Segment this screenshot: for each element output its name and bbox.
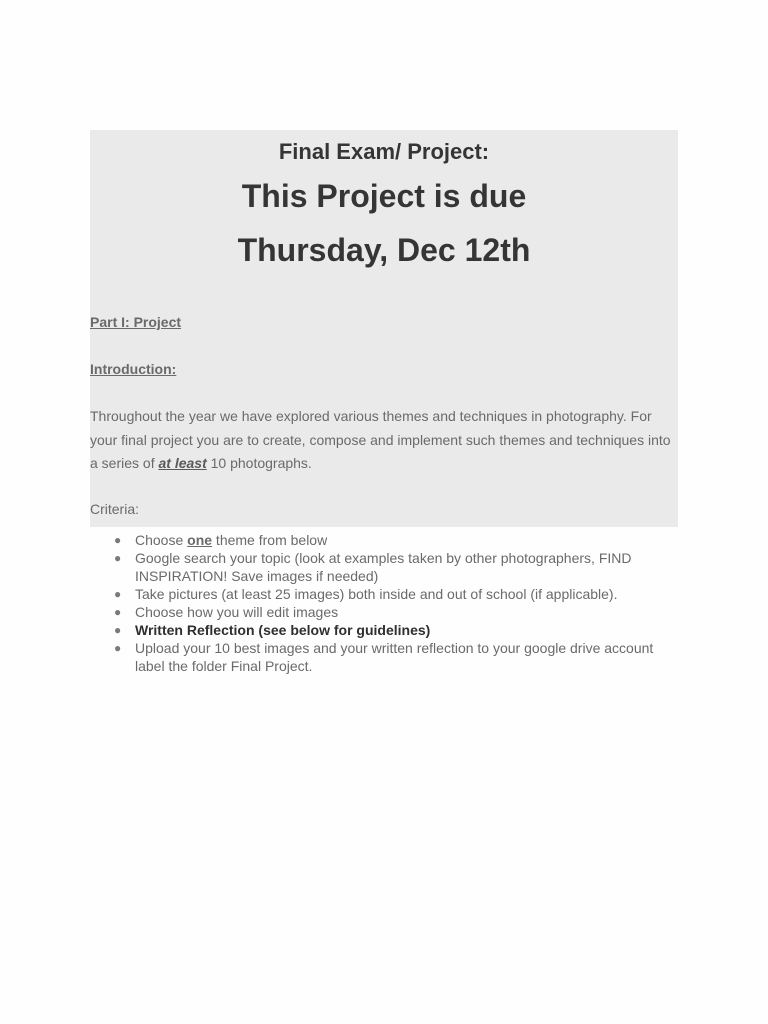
item-text-before: Choose	[135, 532, 188, 548]
item-emphasis: one	[187, 532, 213, 548]
list-item	[114, 639, 680, 675]
bullet-icon: ●	[114, 641, 122, 655]
intro-emphasis: at least	[158, 455, 207, 471]
item-text: Choose how you will edit images	[135, 604, 339, 620]
list-item	[114, 621, 680, 639]
item-text: Upload your 10 best images and your written reflection to your google drive account label the folder Final Project.	[135, 640, 654, 674]
item-text-after: theme from below	[212, 532, 328, 548]
introduction-paragraph	[90, 405, 680, 476]
exam-subtitle: Final Exam/ Project:	[278, 139, 490, 164]
bullet-icon: ●	[114, 551, 122, 565]
bullet-icon: ●	[114, 533, 122, 547]
introduction-heading: Introduction:	[90, 361, 177, 377]
list-item	[114, 603, 680, 621]
item-text: Google search your topic (look at examples taken by other photographers, FIND INSPIRATION! Save images if needed)	[135, 550, 632, 584]
intro-text-before: Throughout the year we have explored various themes and techniques in photography. For your final project you are to create, compose and implement such themes and techniques into a series of	[90, 408, 671, 471]
criteria-label: Criteria:	[90, 501, 140, 517]
list-item	[114, 549, 680, 585]
bullet-icon: ●	[114, 623, 122, 637]
intro-text-after: 10 photographs.	[206, 455, 312, 471]
list-item	[114, 585, 680, 603]
due-line-1: This Project is due	[241, 178, 527, 214]
item-text: Take pictures (at least 25 images) both inside and out of school (if applicable).	[135, 586, 618, 602]
bullet-icon: ●	[114, 587, 122, 601]
criteria-list	[114, 531, 680, 675]
part-heading: Part I: Project	[90, 314, 182, 330]
item-text: Written Reflection (see below for guidelines)	[135, 622, 431, 638]
bullet-icon: ●	[114, 605, 122, 619]
due-date: Thursday, Dec 12th	[237, 232, 531, 268]
list-item	[114, 531, 680, 549]
